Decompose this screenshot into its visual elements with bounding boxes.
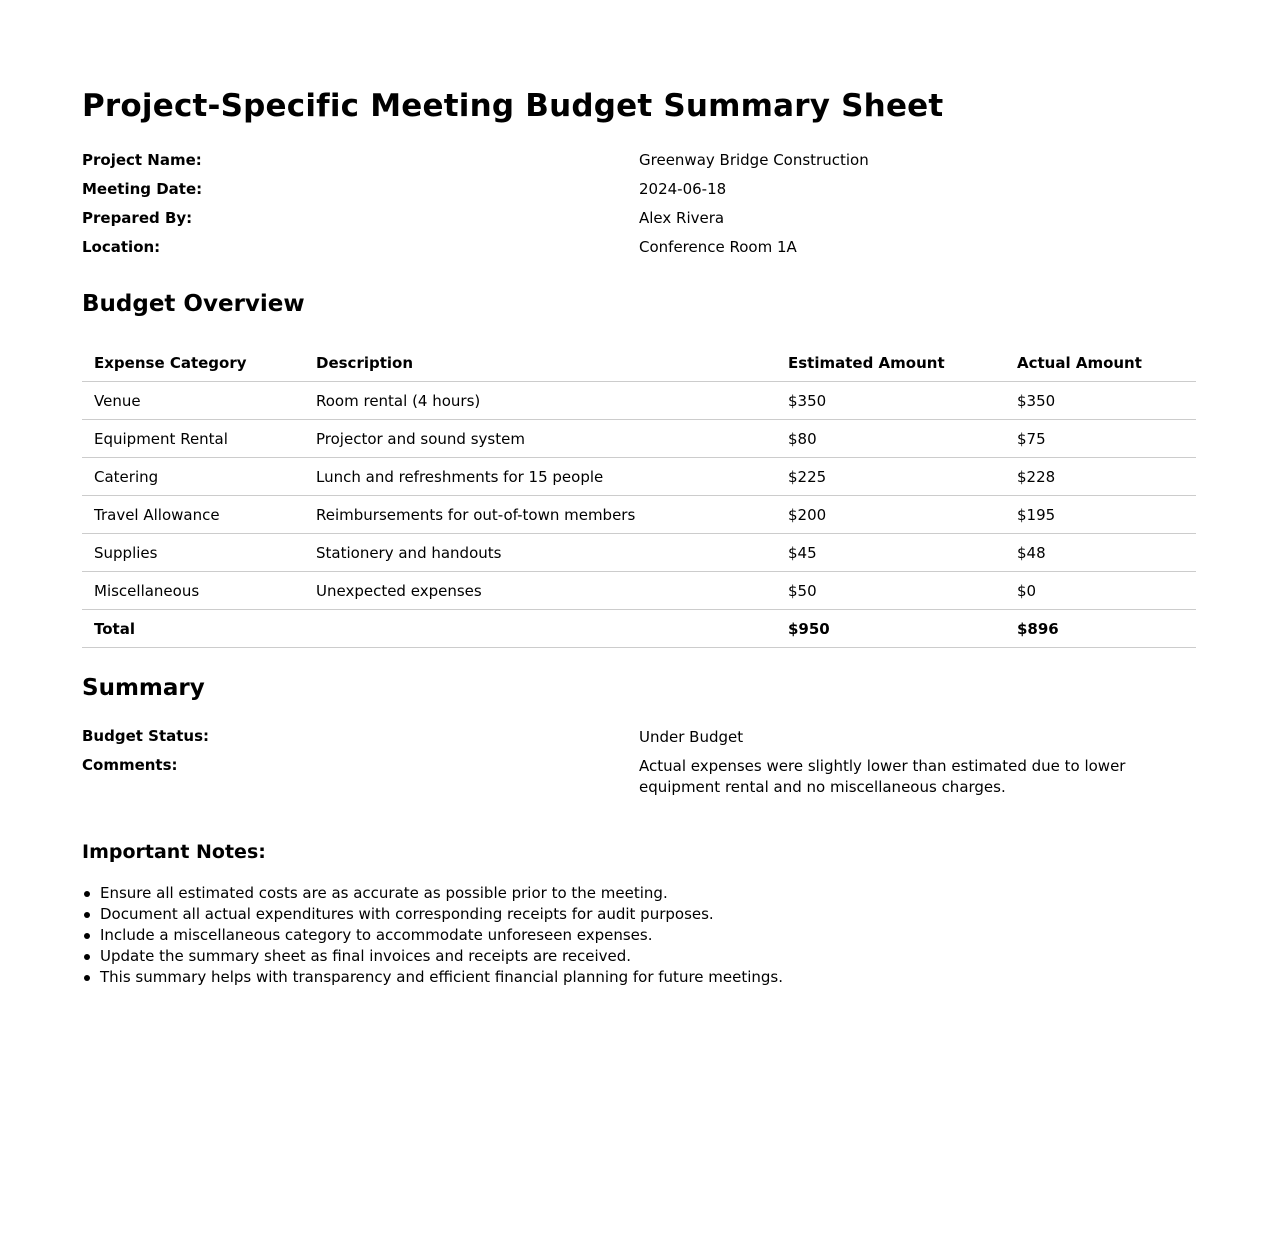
column-header-category: Expense Category	[82, 344, 304, 382]
budget-overview-heading: Budget Overview	[82, 291, 305, 317]
cell-description: Stationery and handouts	[304, 534, 776, 572]
total-actual: $896	[1005, 610, 1196, 648]
cell-category: Equipment Rental	[82, 420, 304, 458]
info-row-meeting-date	[82, 180, 1196, 209]
info-row-location	[82, 238, 1196, 267]
budget-table	[82, 344, 1196, 648]
cell-description: Room rental (4 hours)	[304, 382, 776, 420]
cell-estimated: $45	[776, 534, 1005, 572]
cell-description: Unexpected expenses	[304, 572, 776, 610]
table-row	[82, 572, 1196, 610]
cell-description: Lunch and refreshments for 15 people	[304, 458, 776, 496]
cell-actual: $48	[1005, 534, 1196, 572]
cell-category: Venue	[82, 382, 304, 420]
budget-status-value: Under Budget	[639, 728, 744, 746]
info-value: Alex Rivera	[639, 209, 725, 227]
info-value: 2024-06-18	[639, 180, 727, 198]
cell-estimated: $225	[776, 458, 1005, 496]
list-item: Update the summary sheet as final invoices and receipts are received.	[100, 946, 1196, 967]
page-title: Project-Specific Meeting Budget Summary Sheet	[82, 88, 944, 124]
cell-category: Travel Allowance	[82, 496, 304, 534]
total-estimated: $950	[776, 610, 1005, 648]
info-label: Project Name:	[82, 151, 202, 169]
cell-estimated: $80	[776, 420, 1005, 458]
info-label: Location:	[82, 238, 161, 256]
list-item: Ensure all estimated costs are as accurate as possible prior to the meeting.	[100, 883, 1196, 904]
cell-actual: $75	[1005, 420, 1196, 458]
summary-heading: Summary	[82, 675, 205, 701]
cell-estimated: $200	[776, 496, 1005, 534]
total-description	[304, 610, 776, 648]
cell-actual: $195	[1005, 496, 1196, 534]
table-row	[82, 534, 1196, 572]
cell-actual: $228	[1005, 458, 1196, 496]
budget-status-label: Budget Status:	[82, 727, 210, 745]
table-row	[82, 382, 1196, 420]
column-header-description: Description	[304, 344, 776, 382]
table-header-row	[82, 344, 1196, 382]
cell-description: Reimbursements for out-of-town members	[304, 496, 776, 534]
list-item: Document all actual expenditures with corresponding receipts for audit purposes.	[100, 904, 1196, 925]
important-notes-heading: Important Notes:	[82, 841, 266, 863]
info-value: Conference Room 1A	[639, 238, 797, 256]
summary-row-status	[82, 727, 1196, 748]
total-label: Total	[82, 610, 304, 648]
cell-estimated: $350	[776, 382, 1005, 420]
table-row	[82, 496, 1196, 534]
table-total-row	[82, 610, 1196, 648]
notes-list	[82, 883, 1196, 988]
cell-category: Miscellaneous	[82, 572, 304, 610]
summary-row-comments	[82, 756, 1196, 798]
table-row	[82, 458, 1196, 496]
cell-actual: $0	[1005, 572, 1196, 610]
list-item: Include a miscellaneous category to accommodate unforeseen expenses.	[100, 925, 1196, 946]
column-header-estimated: Estimated Amount	[776, 344, 1005, 382]
info-row-project-name	[82, 151, 1196, 180]
info-label: Prepared By:	[82, 209, 193, 227]
cell-estimated: $50	[776, 572, 1005, 610]
info-value: Greenway Bridge Construction	[639, 151, 869, 169]
summary-section	[82, 727, 1196, 806]
column-header-actual: Actual Amount	[1005, 344, 1196, 382]
project-info	[82, 151, 1196, 267]
cell-description: Projector and sound system	[304, 420, 776, 458]
info-label: Meeting Date:	[82, 180, 203, 198]
table-row	[82, 420, 1196, 458]
comments-label: Comments:	[82, 756, 178, 774]
list-item: This summary helps with transparency and efficient financial planning for future meetings.	[100, 967, 1196, 988]
cell-category: Catering	[82, 458, 304, 496]
info-row-prepared-by	[82, 209, 1196, 238]
comments-value: Actual expenses were slightly lower than estimated due to lower equipment rental and no miscellaneous charges.	[639, 757, 1126, 796]
cell-actual: $350	[1005, 382, 1196, 420]
cell-category: Supplies	[82, 534, 304, 572]
